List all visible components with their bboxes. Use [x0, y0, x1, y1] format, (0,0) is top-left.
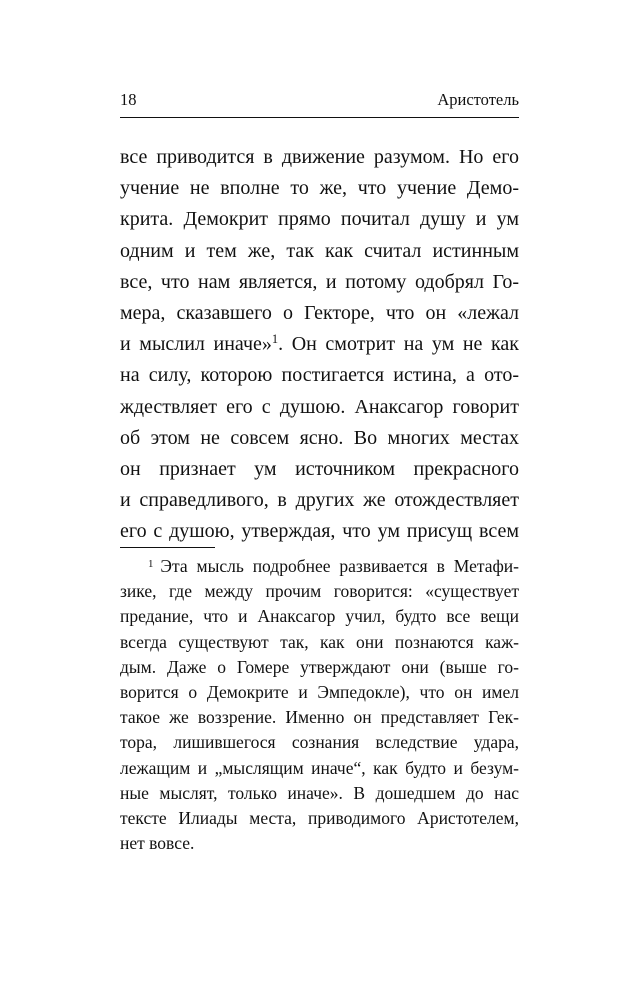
running-title: Аристотель — [437, 90, 519, 109]
body-text — [120, 142, 519, 548]
footnote-ref: 1 — [271, 332, 279, 347]
footnote-separator — [120, 547, 215, 548]
footnote-line: тора, лишившегося сознания вследствие удара, — [120, 732, 519, 753]
footnote-line: всегда существуют так, как они познаются каж- — [120, 631, 519, 652]
footnote-line: дым. Даже о Гомере утверждают они (выше го- — [120, 656, 519, 677]
body-line: его с душою, утверждая, что ум присущ всем — [120, 520, 519, 543]
body-line: на силу, которою постигается истина, а ото- — [120, 364, 519, 387]
footnote — [120, 554, 519, 856]
page-header — [120, 90, 519, 110]
body-line-with-note — [120, 329, 519, 360]
footnote-line: лежащим и „мыслящим иначе“, как будто и безум- — [120, 757, 519, 778]
footnote-line: тексте Илиады места, приводимого Аристотелем, — [120, 808, 519, 829]
body-line: все приводится в движение разумом. Но его — [120, 146, 519, 168]
page-number: 18 — [120, 90, 137, 109]
body-line: все, что нам является, и потому одобрял Го- — [120, 270, 519, 293]
body-line: об этом не совсем ясно. Во многих местах — [120, 426, 519, 449]
footnote-line: такое же воззрение. Именно он представляет Гек- — [120, 707, 519, 728]
footnote-line: предание, что и Анаксагор учил, будто все вещи — [120, 606, 519, 627]
footnote-number: 1 — [148, 557, 154, 570]
body-line: и справедливого, в других же отождествляет — [120, 489, 519, 512]
footnote-line: ворится о Демокрите и Эмпедокле), что он имел — [120, 682, 519, 703]
footnote-line — [120, 554, 519, 579]
footnote-line: нет вовсе. — [120, 833, 195, 854]
footnote-line: ные мыслят, только иначе». В дошедшем до нас — [120, 782, 519, 803]
body-line: одним и тем же, так как считал истинным — [120, 239, 519, 262]
footnote-line: зике, где между прочим говорится: «существует — [120, 581, 519, 602]
body-line: мера, сказавшего о Гекторе, что он «лежал — [120, 302, 519, 325]
footnote-line-text: Эта мысль подробнее развивается в Метафи- — [160, 556, 519, 576]
body-line-part: . Он смотрит на ум не как — [278, 333, 519, 356]
header-rule — [120, 117, 519, 118]
body-line: учение не вполне то же, что учение Демо- — [120, 177, 519, 200]
body-line: крита. Демокрит прямо почитал душу и ум — [120, 208, 519, 231]
body-line-part: и мыслил иначе» — [120, 333, 272, 356]
body-line: он признает ум источником прекрасного — [120, 458, 519, 481]
body-line: ждествляет его с душою. Анаксагор говорит — [120, 395, 519, 418]
